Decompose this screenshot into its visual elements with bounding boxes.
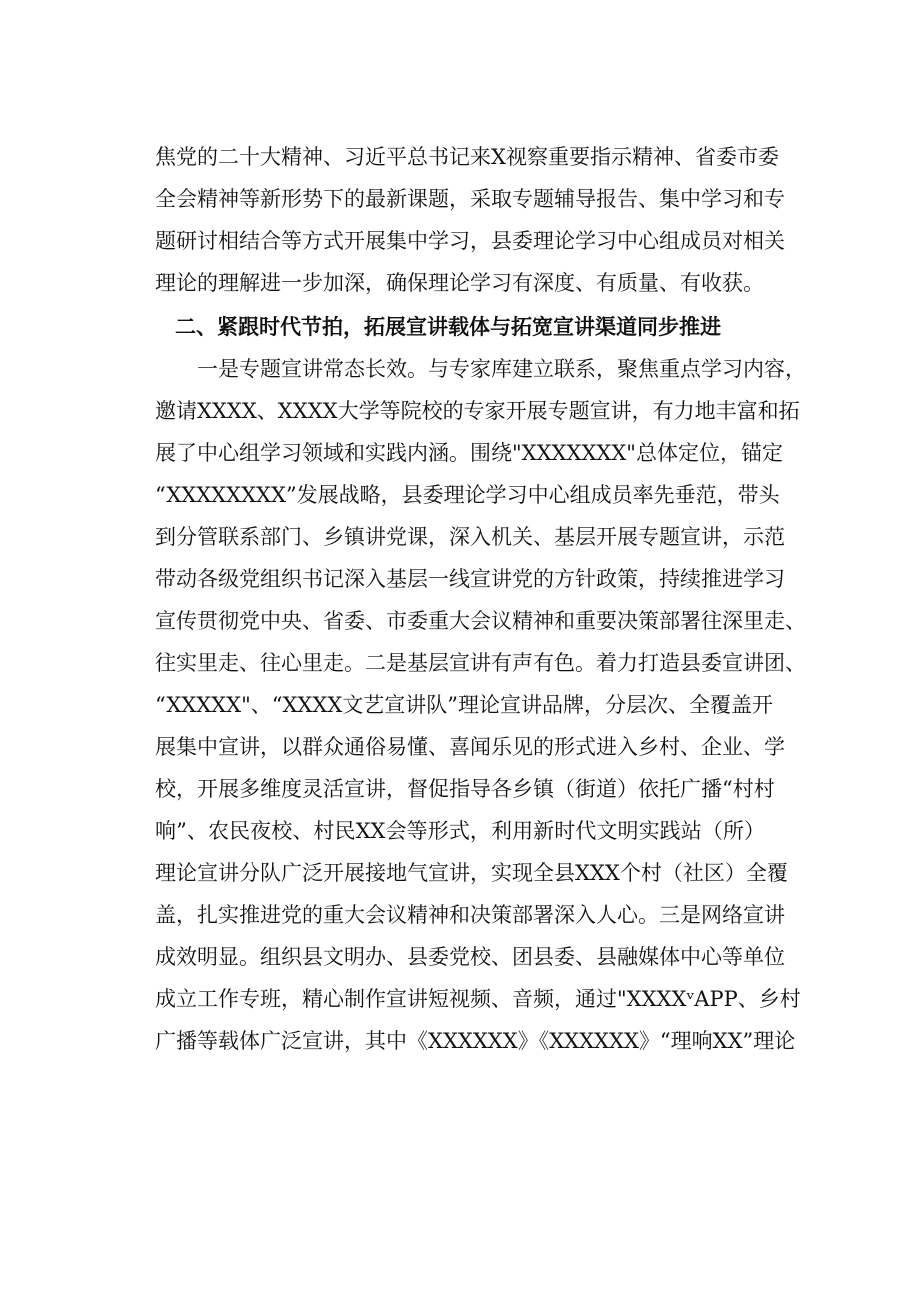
paragraph-line: 宣传贯彻党中央、省委、市委重大会议精神和重要决策部署往深里走、 xyxy=(155,609,806,633)
paragraph-line: 展了中心组学习领域和实践内涵。围绕"XXXXXXX"总体定位，锚定 xyxy=(155,441,783,465)
paragraph-line: 题研讨相结合等方式开展集中学习，县委理论学习中心组成员对相关 xyxy=(155,229,785,253)
paragraph-line: 焦党的二十大精神、习近平总书记来X视察重要指示精神、省委市委 xyxy=(155,145,779,169)
section-heading: 二、紧跟时代节拍，拓展宣讲载体与拓宽宣讲渠道同步推进 xyxy=(175,315,721,339)
paragraph-line: “XXXXXXXX”发展战略，县委理论学习中心组成员率先垂范，带头 xyxy=(155,483,780,507)
paragraph-line: 展集中宣讲，以群众通俗易懂、喜闻乐见的形式进入乡村、企业、学 xyxy=(155,735,785,759)
paragraph-line: 理论的理解进一步加深，确保理论学习有深度、有质量、有收获。 xyxy=(155,271,764,295)
paragraph-line: 盖，扎实推进党的重大会议精神和决策部署深入人心。三是网络宣讲 xyxy=(155,903,785,927)
paragraph-line: 全会精神等新形势下的最新课题，采取专题辅导报告、集中学习和专 xyxy=(155,187,785,211)
paragraph-line: “XXXXX"、“XXXX文艺宣讲队”理论宣讲品牌，分层次、全覆盖开 xyxy=(155,693,774,717)
paragraph-line: 广播等载体广泛宣讲，其中《XXXXXX》《XXXXXX》“理响XX”理论 xyxy=(155,1029,796,1053)
paragraph-line: 成立工作专班，精心制作宣讲短视频、音频，通过"XXXXᵛAPP、乡村 xyxy=(155,987,801,1011)
paragraph-line: 校，开展多维度灵活宣讲，督促指导各乡镇（街道）依托广播“村村 xyxy=(155,777,775,801)
paragraph-line: 往实里走、往心里走。二是基层宣讲有声有色。着力打造县委宣讲团、 xyxy=(155,651,806,675)
paragraph-line: 响”、农民夜校、村民XX会等形式，利用新时代文明实践站（所） xyxy=(155,819,765,843)
paragraph-line: 理论宣讲分队广泛开展接地气宣讲，实现全县XXX个村（社区）全覆 xyxy=(155,861,788,885)
paragraph-line: 成效明显。组织县文明办、县委党校、团县委、县融媒体中心等单位 xyxy=(155,945,785,969)
paragraph-line: 邀请XXXX、XXXX大学等院校的专家开展专题宣讲，有力地丰富和拓 xyxy=(155,399,800,423)
paragraph-line: 一是专题宣讲常态长效。与专家库建立联系，聚焦重点学习内容， xyxy=(197,357,806,381)
paragraph-line: 带动各级党组织书记深入基层一线宣讲党的方针政策，持续推进学习 xyxy=(155,567,785,591)
paragraph-line: 到分管联系部门、乡镇讲党课，深入机关、基层开展专题宣讲，示范 xyxy=(155,525,785,549)
